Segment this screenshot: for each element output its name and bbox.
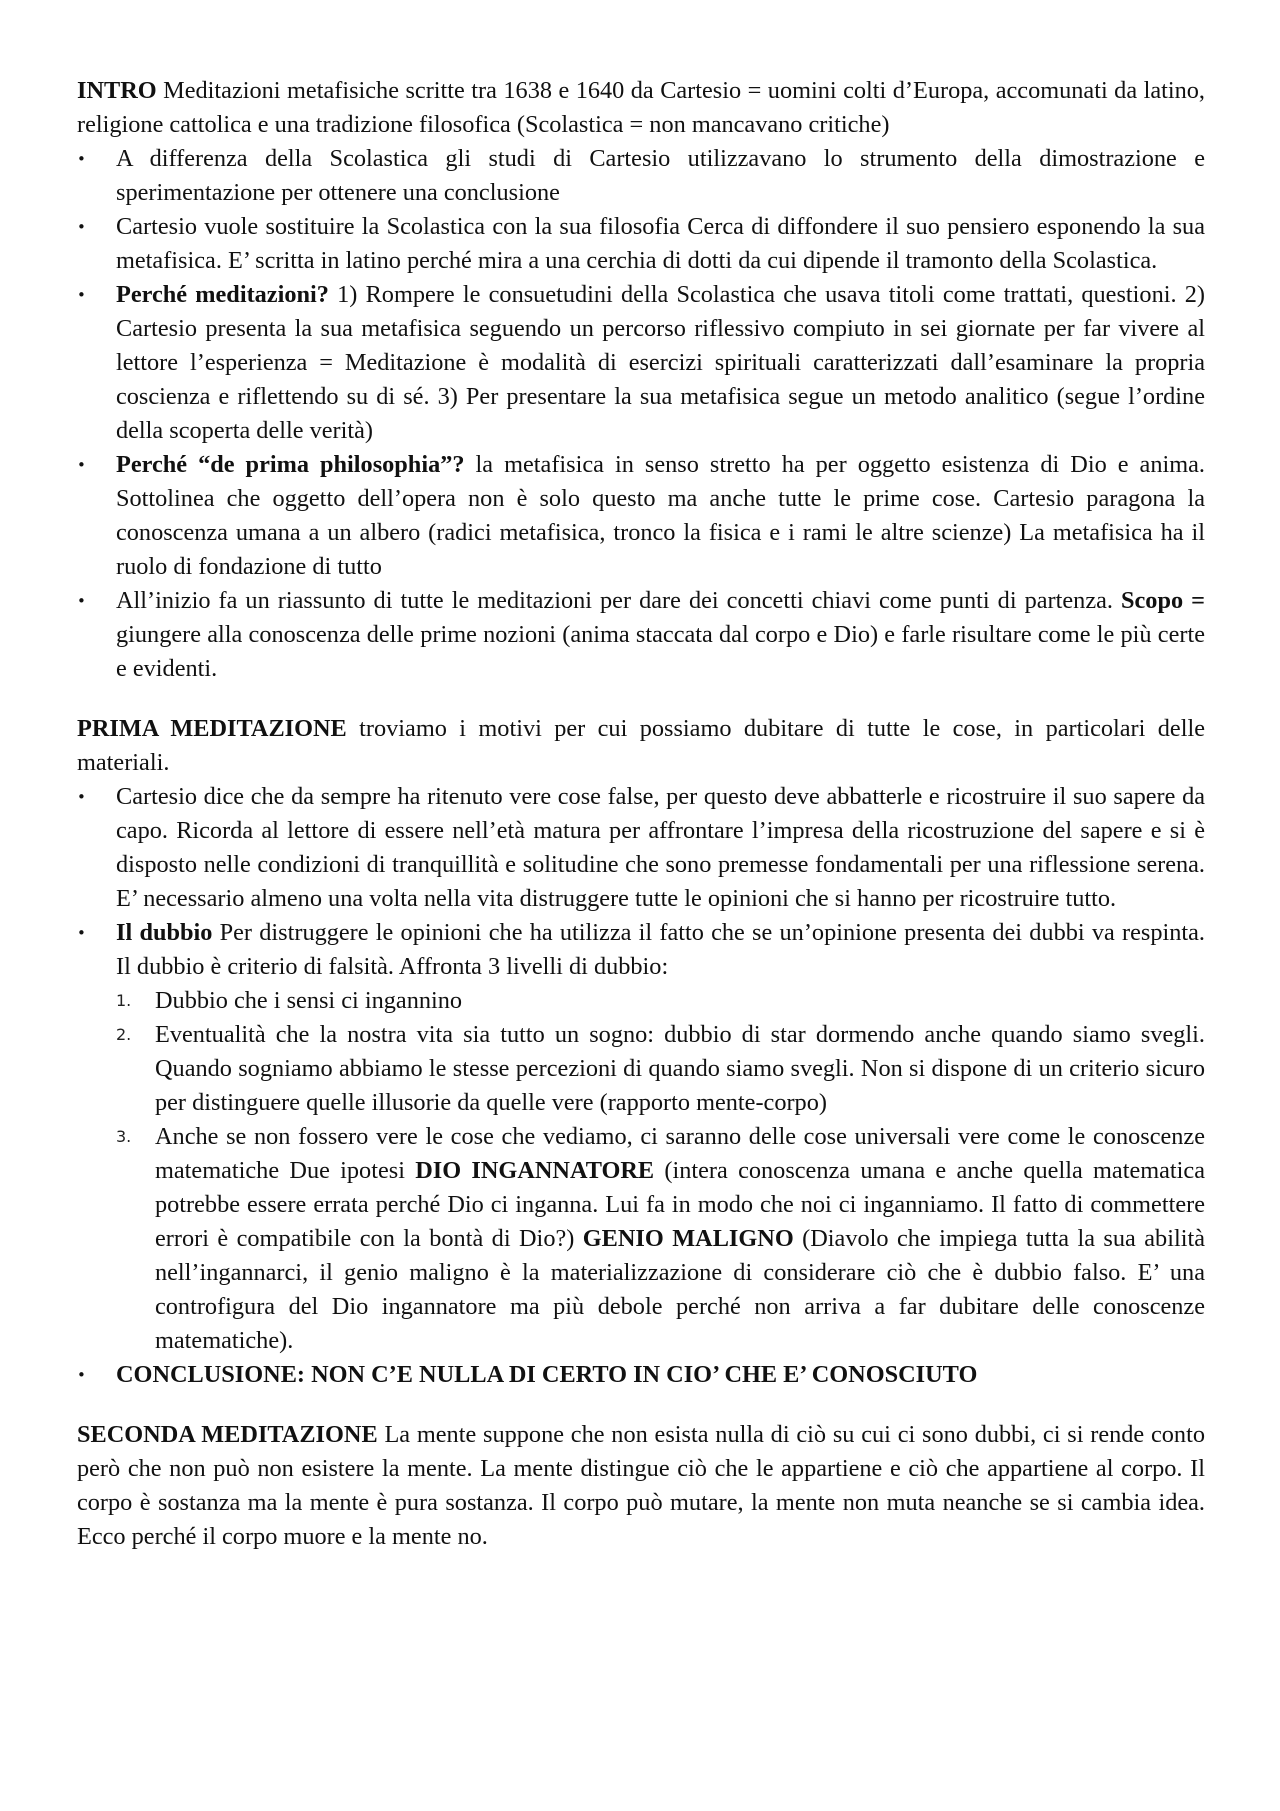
prima-bullet-list [77,780,1205,1392]
item-bold: GENIO MALIGNO [582,1225,794,1252]
item-number: 3. [116,1127,132,1146]
seconda-heading: SECONDA MEDITAZIONE [77,1421,378,1448]
list-item [77,1358,1205,1392]
prima-heading: PRIMA MEDITAZIONE [77,715,347,742]
bullet-text: la metafisica in senso stretto ha per oggetto esistenza di Dio e anima. Sottolinea che oggetto dell’opera non è solo questo ma anche tutte le prime cose. Cartesio paragona la conoscenza umana a un albero (radici metafisica, tronco la fisica e i rami le altre scienze) La metafisica ha il ruolo di fondazione di tutto [116,451,1206,580]
bullet-bold: Scopo = [1121,587,1205,614]
prima-paragraph [77,712,1205,780]
bullet-text: Cartesio vuole sostituire la Scolastica con la sua filosofia Cerca di diffondere il suo pensiero esponendo la sua metafisica. E’ scritta in latino perché mira a una cerchia di dotti da cui dipende il tramonto della Scolastica. [116,213,1205,274]
bullet-text: Per distruggere le opinioni che ha utilizza il fatto che se un’opinione presenta dei dubbi va respinta. Il dubbio è criterio di falsità. Affronta 3 livelli di dubbio: [116,919,1205,980]
list-item [77,278,1205,448]
list-item [77,584,1205,686]
bullet-text: All’inizio fa un riassunto di tutte le meditazioni per dare dei concetti chiavi come punti di partenza. [116,587,1121,614]
list-item [77,142,1205,210]
numbered-item [116,1018,1205,1120]
item-number: 1. [116,991,132,1010]
item-bold: DIO INGANNATORE [415,1157,655,1184]
prima-text: troviamo i motivi per cui possiamo dubitare di tutte le cose, in particolari delle materiali. [77,715,1205,776]
intro-bullet-list [77,142,1205,686]
bullet-text: giungere alla conoscenza delle prime nozioni (anima staccata dal corpo e Dio) e farle risultare come le più certe e evidenti. [116,621,1205,682]
bullet-text: Cartesio dice che da sempre ha ritenuto vere cose false, per questo deve abbatterle e ricostruire il suo sapere da capo. Ricorda al lettore di essere nell’età matura per affrontare l’impresa della ricostruzione del sapere e si è disposto nelle condizioni di tranquillità e solitudine che sono premesse fondamentali per una riflessione serena. E’ necessario almeno una volta nella vita distruggere tutte le opinioni che si hanno per ricostruire tutto. [116,783,1205,912]
bullet-bold: Perché meditazioni? [116,281,329,308]
item-text: Dubbio che i sensi ci ingannino [155,987,463,1014]
bullet-text: 1) Rompere le consuetudini della Scolastica che usava titoli come trattati, questioni. 2) Cartesio presenta la sua metafisica seguendo un percorso riflessivo compiuto in sei giornate per far vivere al lettore l’esperienza = Meditazione è modalità di esercizi spirituali caratterizzati dall’esaminare la propria coscienza e riflettendo su di sé. 3) Per presentare la sua metafisica segue un metodo analitico (segue l’ordine della scoperta delle verità) [116,281,1206,444]
doubt-levels-list [116,984,1205,1358]
intro-text: Meditazioni metafisiche scritte tra 1638 e 1640 da Cartesio = uomini colti d’Europa, accomunati da latino, religione cattolica e una tradizione filosofica (Scolastica = non mancavano critiche) [77,77,1205,138]
bullet-bold: Perché “de prima philosophia”? [116,451,465,478]
item-text: (intera conoscenza umana e anche quella matematica potrebbe essere errata perché Dio ci inganna. Lui fa in modo che noi ci inganniamo. Il fatto di commettere errori è compatibile con la bontà di Dio?) [155,1157,1205,1252]
bullet-bold: Il dubbio [116,919,213,946]
list-item [77,780,1205,916]
list-item [77,916,1205,1358]
document-page [77,74,1205,1554]
item-text: Eventualità che la nostra vita sia tutto un sogno: dubbio di star dormendo anche quando siamo svegli. Quando sogniamo abbiamo le stesse percezioni di quando siamo svegli. Non si dispone di un criterio sicuro per distinguere quelle illusorie da quelle vere (rapporto mente-corpo) [155,1021,1205,1116]
list-item [77,448,1205,584]
conclusion-text: CONCLUSIONE: NON C’E NULLA DI CERTO IN CIO’ CHE E’ CONOSCIUTO [116,1361,978,1388]
numbered-item [116,984,1205,1018]
intro-heading: INTRO [77,77,157,104]
seconda-text: La mente suppone che non esista nulla di ciò su cui ci sono dubbi, ci si rende conto però che non può non esistere la mente. La mente distingue ciò che le appartiene e ciò che appartiene al corpo. Il corpo è sostanza ma la mente è pura sostanza. Il corpo può mutare, la mente non muta neanche se si cambia idea. Ecco perché il corpo muore e la mente no. [77,1421,1205,1550]
seconda-paragraph [77,1418,1205,1554]
intro-paragraph [77,74,1205,142]
list-item [77,210,1205,278]
item-number: 2. [116,1025,132,1044]
numbered-item [116,1120,1205,1358]
bullet-text: A differenza della Scolastica gli studi di Cartesio utilizzavano lo strumento della dimostrazione e sperimentazione per ottenere una conclusione [116,145,1205,206]
item-text: (Diavolo che impiega tutta la sua abilità nell’ingannarci, il genio maligno è la materializzazione di considerare ciò che è dubbio falso. E’ una controfigura del Dio ingannatore ma più debole perché non arriva a far dubitare delle conoscenze matematiche). [155,1225,1205,1354]
item-text: Anche se non fossero vere le cose che vediamo, ci saranno delle cose universali vere come le conoscenze matematiche Due ipotesi [155,1123,1205,1184]
